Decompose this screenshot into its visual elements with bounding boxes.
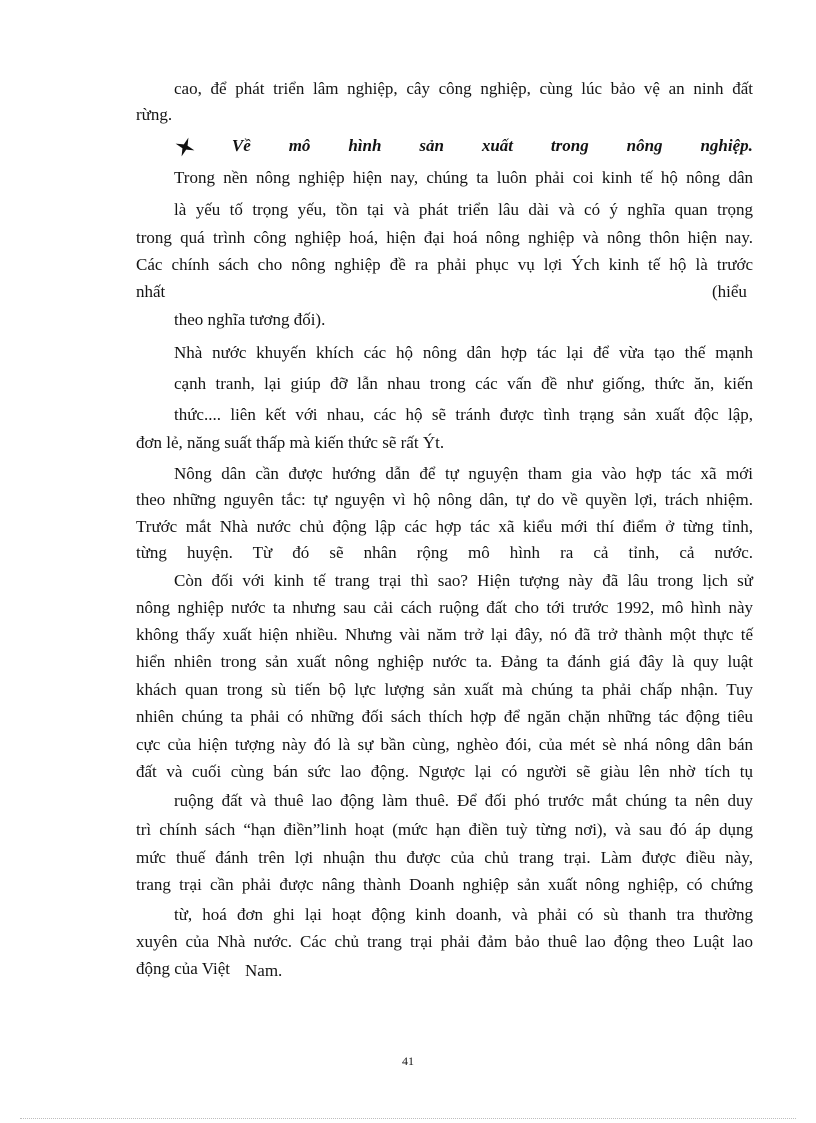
text-line: (hiểu [712,282,747,301]
text-line: trì chính sách “hạn điền”linh hoạt (mức hạn điền tuỳ từng nơi), và sau đó áp dụng [136,820,753,839]
text-line: đơn lẻ, năng suất thấp mà kiến thức sẽ rất Ýt. [136,433,445,452]
text-line: nhất [136,282,166,301]
text-line: cao, để phát triển lâm nghiệp, cây công nghiệp, cùng lúc bảo vệ an ninh đất [174,79,753,98]
heading-word: nghiệp. [700,136,753,155]
text-line: từng huyện. Từ đó sẽ nhân rộng mô hình ra cả tỉnh, cả nước. [136,543,753,562]
heading-word: mô [288,136,311,155]
text-line: nông nghiệp nước ta nhưng sau cải cách ruộng đất cho tới trước 1992, mô hình này [136,598,753,617]
text-line: theo những nguyên tắc: tự nguyện vì hộ nông dân, tự do về quyền lợi, trách nhiệm. [136,490,753,509]
text-line: mức thuế đánh trên lợi nhuận thu được của chủ trang trại. Làm được điều này, [136,848,753,867]
text-line: thức.... liên kết với nhau, các hộ sẽ tránh được tình trạng sản xuất độc lập, [174,405,753,424]
heading-word: sản [419,136,444,155]
text-line: đất và cuối cùng bán sức lao động. Ngược lại có người sẽ giàu lên nhờ tích tụ [136,762,753,781]
text-line: động của Việt [136,959,231,978]
text-line: khách quan trong sù tiến bộ lực lượng sản xuất mà chúng ta phải chấp nhận. Tuy [136,680,753,699]
text-line: Trước mắt Nhà nước chủ động lập các hợp tác xã kiểu mới thí điểm ở từng tỉnh, [136,517,753,536]
text-line: Nhà nước khuyến khích các hộ nông dân hợp tác lại để vừa tạo thế mạnh [174,343,753,362]
page-number: 41 [402,1054,414,1068]
text-line: theo nghĩa tương đối). [174,310,326,329]
text-line: không thấy xuất hiện nhiều. Nhưng vài năm trở lại đây, nó đã trở thành một thực tế [136,625,753,644]
text-line: hiển nhiên trong sản xuất nông nghiệp nước ta. Đảng ta đánh giá đây là quy luật [136,652,753,671]
heading-word: trong [550,136,589,155]
text-line: Trong nền nông nghiệp hiện nay, chúng ta luôn phải coi kinh tế hộ nông dân [174,168,753,187]
text-line: Nam. [245,961,283,980]
text-line: cạnh tranh, lại giúp đỡ lẫn nhau trong các vấn đề như giống, thức ăn, kiến [174,374,753,393]
text-line: ruộng đất và thuê lao động làm thuê. Để đối phó trước mắt chúng ta nên duy [174,791,753,810]
text-line: trong quá trình công nghiệp hoá, hiện đại hoá nông nghiệp và nông thôn hiện nay. [136,228,753,247]
text-line: Còn đối với kinh tế trang trại thì sao? Hiện tượng này đã lâu trong lịch sử [174,571,753,590]
text-line: xuyên của Nhà nước. Các chủ trang trại phải đảm bảo thuê lao động theo Luật lao [136,932,753,951]
text-line: Các chính sách cho nông nghiệp đề ra phải phục vụ lợi Ých kinh tế hộ là trước [136,255,753,274]
text-line: trang trại cần phải được nâng thành Doanh nghiệp sản xuất nông nghiệp, có chứng [136,875,753,894]
heading-word: hình [348,136,382,155]
section-heading [178,134,753,158]
heading-word: nông [626,136,663,155]
text-line: Nông dân cần được hướng dẫn để tự nguyện tham gia vào hợp tác xã mới [174,464,753,483]
page-bottom-rule [20,1118,796,1119]
text-line: rừng. [136,105,173,124]
text-line: cực của hiện tượng này đó là sự bần cùng, nghèo đói, của mét sè nhá nông dân bán [136,735,753,754]
heading-word: Về [231,136,251,155]
text-line: từ, hoá đơn ghi lại hoạt động kinh doanh, và phải có sù thanh tra thường [174,905,753,924]
text-line: nhiên chúng ta phải có những đối sách thích hợp để ngăn chặn những tác động tiêu [136,707,753,726]
heading-word: xuất [481,136,514,155]
text-line: là yếu tố trọng yếu, tồn tại và phát triển lâu dài và có ý nghĩa quan trọng [174,200,753,219]
